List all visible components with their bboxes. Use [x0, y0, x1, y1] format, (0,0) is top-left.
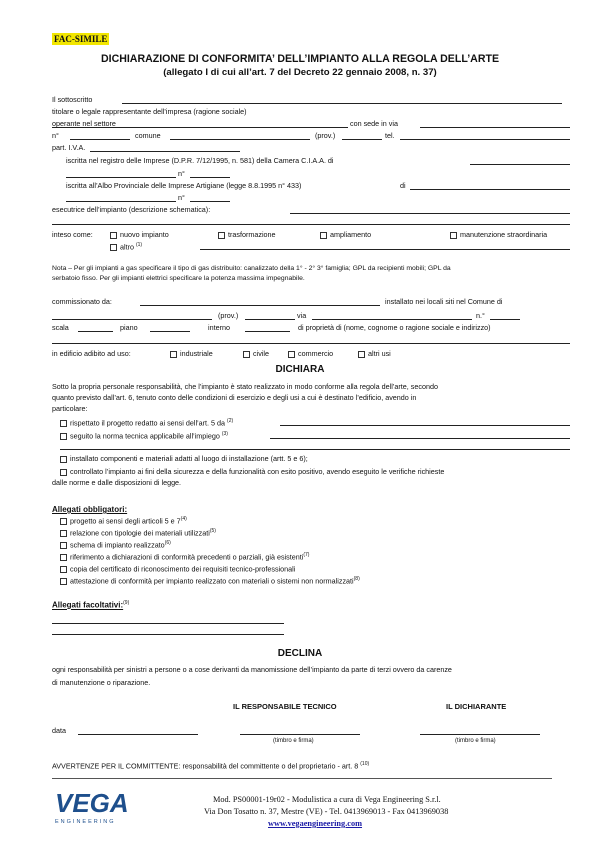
- field-esecutrice-2[interactable]: [52, 224, 570, 225]
- field-esecutrice-1[interactable]: [290, 213, 570, 214]
- field-n[interactable]: [70, 139, 130, 140]
- allegato-obbligatorio-item[interactable]: progetto ai sensi degli articoli 5 e 7$^{(4)}$: [60, 515, 187, 525]
- label-inteso: inteso come:: [52, 230, 93, 239]
- avvertenze: AVVERTENZE PER IL COMMITTENTE: responsabilità del committente o del proprietario - art. 8 $^{(10)}$: [52, 761, 370, 771]
- dichiara-item-4[interactable]: controllato l’impianto ai fini della sicurezza e della funzionalità con esito positivo, avendo eseguito le verifiche richieste: [60, 467, 444, 476]
- checkbox[interactable]: [450, 232, 457, 239]
- label-albo-di: di: [400, 181, 406, 190]
- field-prov[interactable]: [342, 139, 382, 140]
- label-proprieta: di proprietà di (nome, cognome o ragione sociale e indirizzo): [298, 323, 491, 332]
- field-registro-1[interactable]: [66, 177, 176, 178]
- field-sottoscritto[interactable]: [122, 103, 562, 104]
- checkbox[interactable]: [60, 530, 67, 537]
- option-manutenzione[interactable]: manutenzione straordinaria: [450, 230, 547, 239]
- field-piano[interactable]: [150, 331, 190, 332]
- field-comune[interactable]: [170, 139, 310, 140]
- checkbox[interactable]: [60, 456, 67, 463]
- field-n2[interactable]: [490, 319, 520, 320]
- label-registro-n: n°: [178, 169, 185, 178]
- label-commissionato: commissionato da:: [52, 297, 112, 306]
- allegati-facoltativi-heading: Allegati facoltativi:$^{(9)}$: [52, 600, 130, 610]
- checkbox[interactable]: [243, 351, 250, 358]
- option-civile[interactable]: civile: [243, 349, 269, 358]
- field-norma-1[interactable]: [270, 438, 570, 439]
- timbro-tecnico: (timbro e firma): [273, 738, 314, 744]
- footer-url-link[interactable]: www.vegaengineering.com: [268, 819, 363, 828]
- option-trasformazione[interactable]: trasformazione: [218, 230, 276, 239]
- logo-wordmark: VEGA: [55, 788, 129, 818]
- checkbox[interactable]: [320, 232, 327, 239]
- allegato-obbligatorio-item[interactable]: attestazione di conformità per impianto realizzato con materiali o sistemi non normalizzati$^{(8)}$: [60, 575, 360, 585]
- field-data[interactable]: [78, 734, 198, 735]
- label-titolare: titolare o legale rappresentante dell’impresa (ragione sociale): [52, 107, 247, 116]
- label-prov2: (prov.): [218, 311, 239, 320]
- field-altro[interactable]: [200, 249, 570, 250]
- dichiara-item-4b: dalle norme e dalle disposizioni di legge.: [52, 478, 182, 487]
- field-iva[interactable]: [90, 151, 240, 152]
- checkbox[interactable]: [60, 542, 67, 549]
- label-albo-n: n°: [178, 193, 185, 202]
- option-commercio[interactable]: commercio: [288, 349, 333, 358]
- field-norma-2[interactable]: [60, 449, 570, 450]
- label-via: via: [297, 311, 307, 320]
- checkbox[interactable]: [358, 351, 365, 358]
- field-scala[interactable]: [78, 331, 113, 332]
- label-prov: (prov.): [315, 131, 336, 140]
- label-interno: interno: [208, 323, 230, 332]
- field-prov2[interactable]: [245, 319, 295, 320]
- field-albo-n[interactable]: [190, 201, 230, 202]
- checkbox[interactable]: [288, 351, 295, 358]
- label-installato: installato nei locali siti nel Comune di: [385, 297, 503, 306]
- checkbox[interactable]: [110, 244, 117, 251]
- nota-line-2: serbatoio fisso. Per gli impianti elettrici specificare la potenza massima impegnabile.: [52, 275, 305, 282]
- field-via[interactable]: [312, 319, 472, 320]
- vega-logo: [55, 788, 129, 825]
- declina-heading: DECLINA: [277, 648, 323, 659]
- dichiara-p1: Sotto la propria personale responsabilità, che l’impianto è stato realizzato in modo conforme alla regola dell’arte, secondo: [52, 382, 438, 391]
- label-esecutrice: esecutrice dell’impianto (descrizione schematica):: [52, 205, 211, 214]
- field-settore[interactable]: [148, 127, 348, 128]
- logo-subtitle: ENGINEERING: [55, 819, 116, 825]
- checkbox[interactable]: [110, 232, 117, 239]
- option-industriale[interactable]: industriale: [170, 349, 213, 358]
- allegato-obbligatorio-item[interactable]: copia del certificato di riconoscimento dei requisiti tecnico-professionali: [60, 563, 295, 573]
- checkbox[interactable]: [60, 433, 67, 440]
- field-tel[interactable]: [400, 139, 570, 140]
- label-n: n°: [52, 131, 59, 140]
- allegato-obbligatorio-item[interactable]: schema di impianto realizzato$^{(6)}$: [60, 539, 171, 549]
- footer-line-1: Mod. PS00001-19r02 - Modulistica a cura di Vega Engineering S.r.l.: [213, 795, 441, 804]
- document-title: DICHIARAZIONE DI CONFORMITA’ DELL’IMPIANTO ALLA REGOLA DELL’ARTE: [100, 53, 500, 65]
- dichiara-heading: DICHIARA: [275, 364, 325, 375]
- option-ampliamento[interactable]: ampliamento: [320, 230, 371, 239]
- label-iva: part. I.V.A.: [52, 143, 86, 152]
- label-tel: tel.: [385, 131, 395, 140]
- label-sede: con sede in via: [350, 119, 398, 128]
- field-progetto[interactable]: [280, 425, 570, 426]
- dichiara-p2: quanto previsto dall’art. 6, tenuto conto delle condizioni di esercizio e degli usi a cui è destinato l’edificio, avendo in: [52, 393, 417, 402]
- label-data: data: [52, 726, 66, 735]
- checkbox[interactable]: [60, 420, 67, 427]
- checkbox[interactable]: [60, 578, 67, 585]
- field-firma-dichiarante[interactable]: [420, 734, 540, 735]
- field-interno[interactable]: [245, 331, 290, 332]
- label-comune: comune: [135, 131, 161, 140]
- label-responsabile-tecnico: IL RESPONSABILE TECNICO: [233, 702, 337, 711]
- nota-line-1: Nota – Per gli impianti a gas specificare il tipo di gas distribuito: canalizzato della 1° - 2° 3° famiglia; GPL da recipienti mobili; GPL da: [52, 265, 451, 272]
- allegato-obbligatorio-item[interactable]: relazione con tipologie dei materiali utilizzati$^{(5)}$: [60, 527, 216, 537]
- field-albo-1[interactable]: [66, 201, 176, 202]
- timbro-dichiarante: (timbro e firma): [455, 738, 496, 744]
- label-edificio: in edificio adibito ad uso:: [52, 349, 131, 358]
- label-n2: n.°: [476, 311, 485, 320]
- checkbox[interactable]: [218, 232, 225, 239]
- allegati-obbligatori-heading: Allegati obbligatori:: [52, 505, 128, 514]
- field-commissionato[interactable]: [140, 305, 380, 306]
- label-piano: piano: [120, 323, 138, 332]
- allegato-obbligatorio-item[interactable]: riferimento a dichiarazioni di conformità precedenti o parziali, già esistenti$^{(7)}$: [60, 551, 309, 561]
- document-subtitle: (allegato I di cui all’art. 7 del Decreto 22 gennaio 2008, n. 37): [163, 67, 437, 78]
- checkbox[interactable]: [170, 351, 177, 358]
- option-nuovo[interactable]: nuovo impianto: [110, 230, 169, 239]
- checkbox[interactable]: [60, 554, 67, 561]
- dichiara-item-3[interactable]: installato componenti e materiali adatti al luogo di installazione (artt. 5 e 6);: [60, 454, 308, 463]
- field-registro-n[interactable]: [190, 177, 230, 178]
- field-facoltativi-1[interactable]: [52, 623, 284, 624]
- dichiara-item-1[interactable]: rispettato il progetto redatto ai sensi dell’art. 5 da $^{(2)}$: [60, 417, 233, 427]
- declina-p1: ogni responsabilità per sinistri a persone o a cose derivanti da manomissione dell’impianto da parte di terzi ovvero da carenze: [52, 665, 452, 674]
- field-comune-installazione[interactable]: [52, 319, 212, 320]
- field-facoltativi-2[interactable]: [52, 634, 284, 635]
- label-operante: operante nel settore: [52, 119, 116, 128]
- checkbox[interactable]: [60, 518, 67, 525]
- dichiara-p3: particolare:: [52, 404, 88, 413]
- checkbox[interactable]: [60, 469, 67, 476]
- field-camera[interactable]: [470, 164, 570, 165]
- label-sottoscritto: Il sottoscritto: [52, 95, 93, 104]
- checkbox[interactable]: [60, 566, 67, 573]
- option-altri-usi[interactable]: altri usi: [358, 349, 391, 358]
- option-altro[interactable]: altro $^{(1)}$: [110, 241, 142, 251]
- field-sede[interactable]: [420, 127, 570, 128]
- footer-divider: [52, 778, 552, 779]
- field-proprieta[interactable]: [52, 343, 570, 344]
- label-scala: scala: [52, 323, 69, 332]
- label-registro: iscritta nel registro delle Imprese (D.P.R. 7/12/1995, n. 581) della Camera C.I.A.A. di: [66, 156, 334, 165]
- label-albo: iscritta all’Albo Provinciale delle Imprese Artigiane (legge 8.8.1995 n° 433): [66, 181, 302, 190]
- footer-line-2: Via Don Tosatto n. 37, Mestre (VE) - Tel. 0413969013 - Fax 0413969038: [204, 807, 449, 816]
- facsimile-badge: FAC-SIMILE: [54, 34, 108, 44]
- field-firma-tecnico[interactable]: [240, 734, 360, 735]
- label-dichiarante: IL DICHIARANTE: [446, 702, 507, 711]
- declina-p2: di manutenzione o riparazione.: [52, 678, 151, 687]
- dichiara-item-2[interactable]: seguito la norma tecnica applicabile all’impiego $^{(3)}$: [60, 430, 228, 440]
- field-albo-di[interactable]: [410, 189, 570, 190]
